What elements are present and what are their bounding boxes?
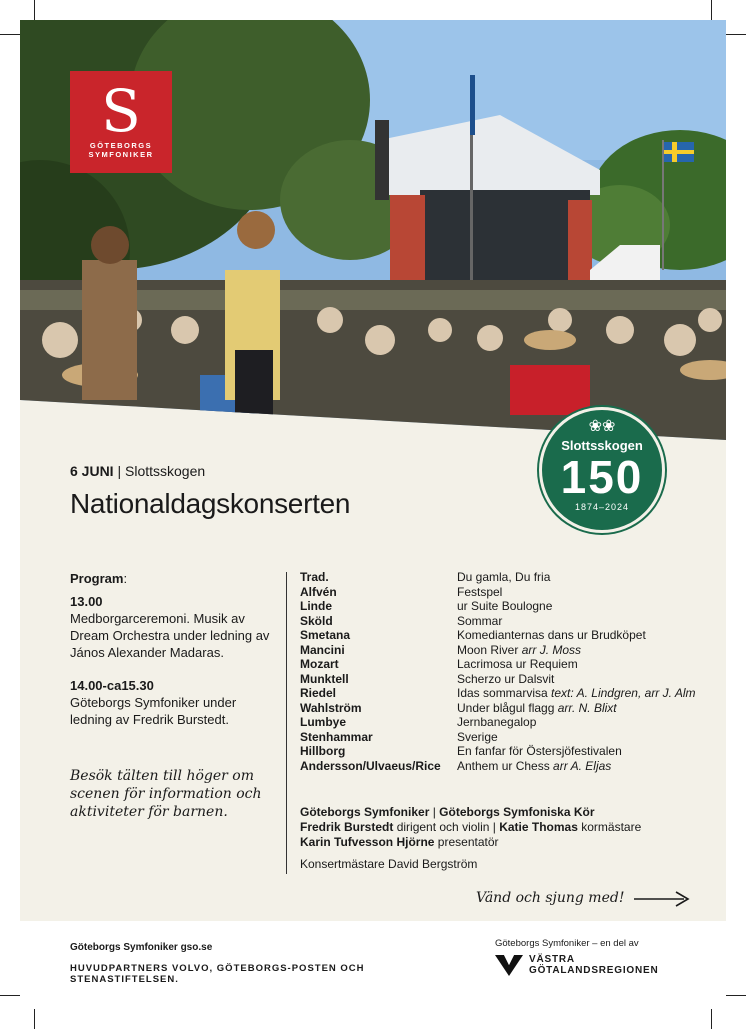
credit-presenter-role: presentatör <box>434 835 499 849</box>
piece-row <box>300 715 696 730</box>
piece-work: Anthem ur Chess <box>457 758 554 773</box>
piece-work: En fanfar för Östersjöfestivalen <box>457 744 622 758</box>
piece-work-cell <box>457 643 581 658</box>
piece-work: Idas sommarvisa <box>457 686 552 700</box>
piece-work-cell <box>457 570 550 585</box>
piece-work-cell <box>457 715 536 730</box>
piece-work-cell <box>457 614 502 629</box>
event-title: Nationaldagskonserten <box>70 488 351 519</box>
program-block <box>70 570 275 728</box>
piece-work-cell <box>457 657 578 672</box>
crop-mark <box>711 0 712 20</box>
credit-chorus-role: kormästare <box>577 820 642 834</box>
piece-work: Festspel <box>457 584 503 599</box>
footer-part-of: Göteborgs Symfoniker – en del av <box>495 938 639 949</box>
badge-years: 1874–2024 <box>574 502 630 512</box>
piece-row <box>300 701 696 716</box>
piece-composer: Sköld <box>300 613 333 628</box>
vgr-line-1: VÄSTRA <box>529 954 575 965</box>
program-heading-suffix: : <box>123 571 128 586</box>
program-text-1: Medborgarceremoni. Musik av Dream Orchestra under ledning av János Alexander Madaras. <box>70 611 270 660</box>
sing-along-text: Vänd och sjung med! <box>476 890 625 906</box>
piece-work: Sommar <box>457 613 503 628</box>
piece-composer: Smetana <box>300 628 351 642</box>
oak-leaves-icon: ❀❀ <box>588 418 616 435</box>
piece-row <box>300 570 696 585</box>
piece-arrangement: arr. N. Blixt <box>557 700 617 715</box>
piece-work: Lacrimosa ur Requiem <box>457 657 578 671</box>
piece-arrangement: arr J. Moss <box>521 642 582 657</box>
event-date: 6 JUNI <box>70 463 114 479</box>
piece-arrangement: arr A. Eljas <box>553 758 612 773</box>
program-time-1: 13.00 <box>70 594 103 609</box>
piece-work-cell <box>457 672 554 687</box>
crop-mark <box>34 0 35 20</box>
piece-row <box>300 730 696 745</box>
slottsskogen-150-badge <box>539 407 665 533</box>
event-date-line <box>70 463 205 479</box>
piece-work: Under blågul flagg <box>457 700 558 715</box>
piece-work-cell <box>457 744 622 759</box>
vgr-line-2: GÖTALANDSREGIONEN <box>529 965 659 976</box>
credit-presenter: Karin Tufvesson Hjörne <box>300 835 435 849</box>
crop-mark <box>0 34 20 35</box>
gso-logo <box>70 71 172 173</box>
piece-work-cell <box>457 759 611 774</box>
piece-work-cell <box>457 585 502 600</box>
credits: Göteborgs Symfoniker | Göteborgs Symfoniska Kör Fredrik Burstedt dirigent och violin | Katie Thomas kormästare Karin Tufvesson Hjörne presentatör <box>300 805 642 849</box>
piece-work: Scherzo ur Dalsvit <box>457 671 555 686</box>
piece-list <box>300 570 696 773</box>
credit-chorus-master: Katie Thomas <box>499 820 578 834</box>
logo-line-2: SYMFONIKER <box>88 150 154 159</box>
credit-choir: Göteborgs Symfoniska Kör <box>439 805 595 819</box>
piece-row <box>300 614 696 629</box>
program-heading: Program <box>70 571 124 586</box>
vgr-mark-icon <box>495 953 523 977</box>
column-divider <box>286 572 287 874</box>
piece-row <box>300 585 696 600</box>
credit-conductor: Fredrik Burstedt <box>300 820 394 834</box>
program-text-2: Göteborgs Symfoniker under ledning av Fredrik Burstedt. <box>70 695 237 727</box>
concertmaster: Konsertmästare David Bergström <box>300 857 478 871</box>
piece-composer: Linde <box>300 599 332 613</box>
arrow-right-icon <box>632 890 692 908</box>
program-time-2: 14.00-ca15.30 <box>70 678 154 693</box>
piece-row <box>300 672 696 687</box>
badge-number: 150 <box>560 451 644 503</box>
piece-work-cell <box>457 599 552 614</box>
footer-gso: Göteborgs Symfoniker gso.se <box>70 942 213 953</box>
logo-line-1: GÖTEBORGS <box>89 141 153 150</box>
piece-row <box>300 744 696 759</box>
piece-work-cell <box>457 628 646 643</box>
date-separator: | <box>113 463 125 479</box>
piece-work-cell <box>457 686 696 701</box>
piece-composer: Alfvén <box>300 584 337 599</box>
children-info-note: Besök tälten till höger om scenen för information och aktiviteter för barnen. <box>70 768 262 820</box>
piece-composer: Mancini <box>300 642 345 657</box>
piece-work-cell <box>457 730 498 745</box>
piece-arrangement: text: A. Lindgren, arr J. Alm <box>551 686 696 700</box>
piece-work: Sverige <box>457 729 498 744</box>
piece-row <box>300 599 696 614</box>
badge-name: Slottsskogen <box>561 438 643 453</box>
piece-composer: Andersson/Ulvaeus/Rice <box>300 758 441 773</box>
piece-composer: Lumbye <box>300 715 347 729</box>
piece-row <box>300 628 696 643</box>
crop-mark <box>726 995 746 996</box>
piece-composer: Stenhammar <box>300 729 373 744</box>
piece-work: Moon River <box>457 642 522 657</box>
piece-composer: Munktell <box>300 671 349 686</box>
piece-work: Komedianternas dans ur Brudköpet <box>457 628 646 642</box>
crop-mark <box>0 995 20 996</box>
piece-composer: Riedel <box>300 686 337 700</box>
piece-work: Jernbanegalop <box>457 715 537 729</box>
logo-mark: S <box>101 77 141 145</box>
poster <box>20 20 726 921</box>
credit-orchestra: Göteborgs Symfoniker <box>300 805 430 819</box>
footer-partners: HUVUDPARTNERS VOLVO, GÖTEBORGS-POSTEN OCH STENASTIFTELSEN. <box>70 963 365 985</box>
crop-mark <box>34 1009 35 1029</box>
credit-conductor-role: dirigent och violin <box>393 820 490 834</box>
piece-work-cell <box>457 701 617 716</box>
crop-mark <box>726 34 746 35</box>
piece-composer: Mozart <box>300 657 339 671</box>
piece-composer: Trad. <box>300 570 329 584</box>
piece-work: ur Suite Boulogne <box>457 599 553 613</box>
piece-composer: Wahlström <box>300 700 362 715</box>
piece-row <box>300 686 696 701</box>
piece-row <box>300 643 696 658</box>
piece-composer: Hillborg <box>300 744 346 758</box>
event-venue: Slottsskogen <box>125 463 206 479</box>
vgr-logo <box>495 953 659 977</box>
piece-row <box>300 657 696 672</box>
piece-work: Du gamla, Du fria <box>457 570 551 584</box>
crop-mark <box>711 1009 712 1029</box>
piece-row <box>300 759 696 774</box>
